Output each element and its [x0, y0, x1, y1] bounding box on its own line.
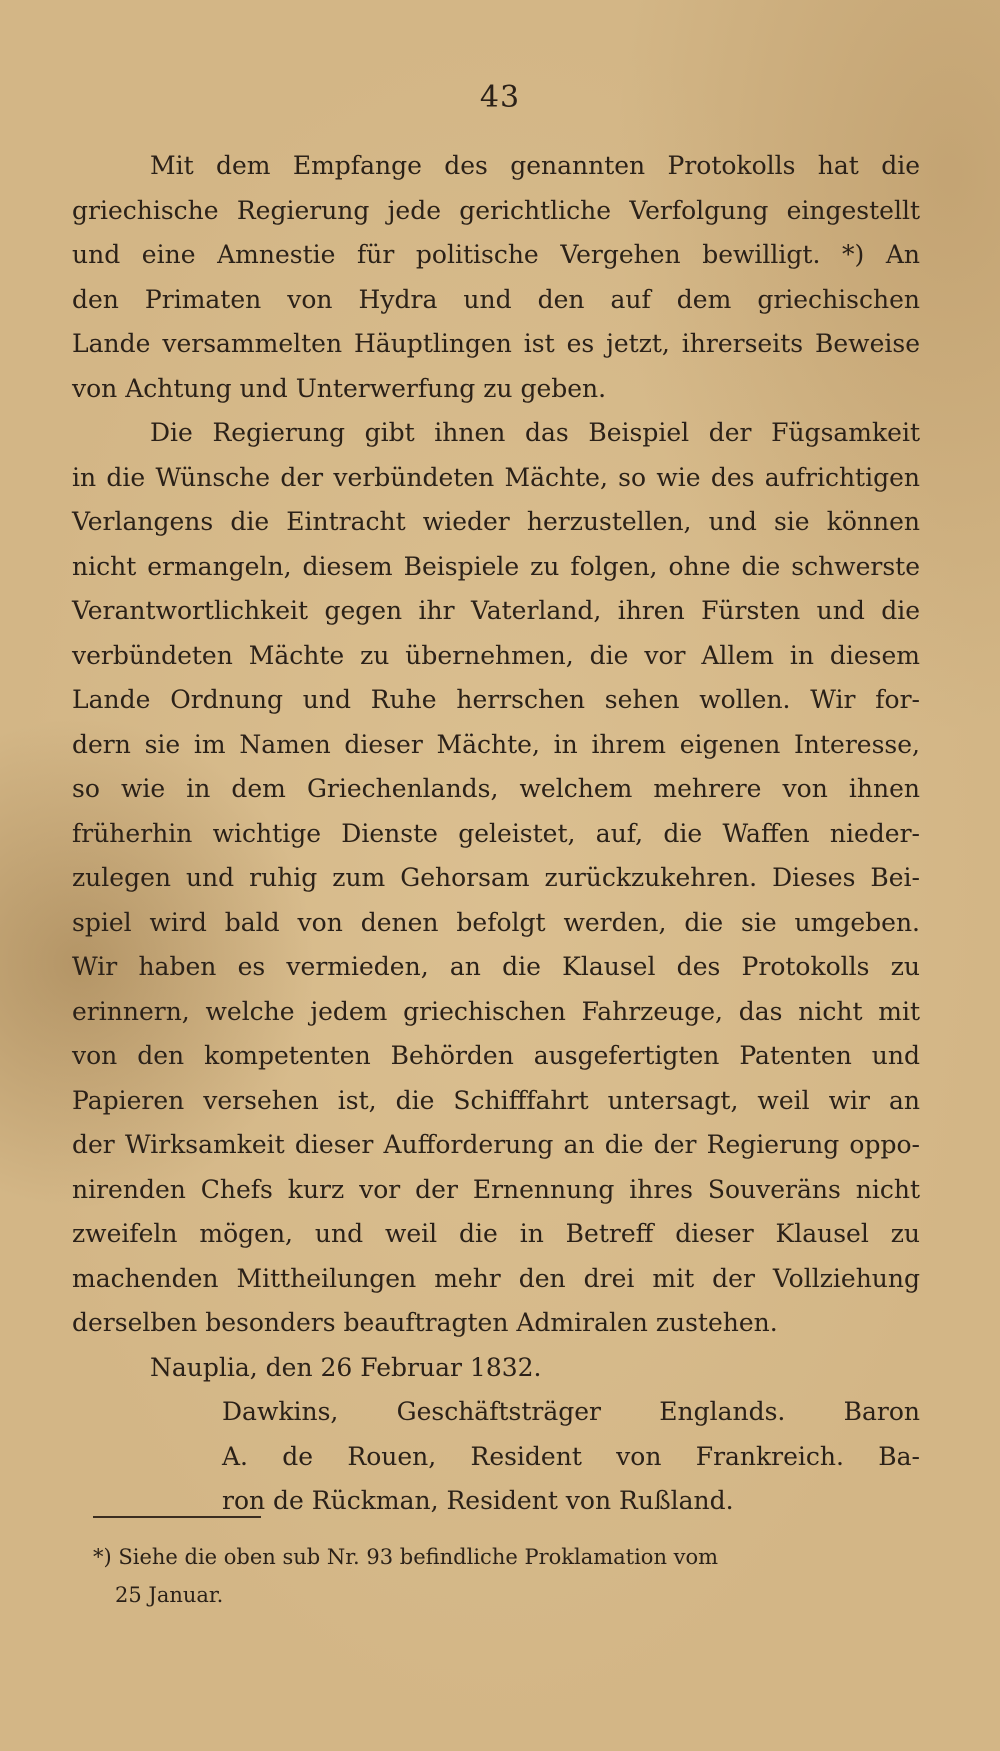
text-line: Die Regierung gibt ihnen das Beispiel der Fügsamkeit [150, 418, 920, 447]
text-line: den Primaten von Hydra und den auf dem griechischen [72, 284, 920, 314]
footnote-line: 25 Januar. [115, 1583, 224, 1607]
body-text [72, 144, 920, 1524]
text-line: von den kompetenten Behörden ausgefertigten Patenten und [72, 1041, 920, 1070]
text-line: Wir haben es vermieden, an die Klausel des Protokolls zu [72, 952, 920, 981]
text-line: erinnern, welche jedem griechischen Fahrzeuge, das nicht mit [72, 996, 920, 1026]
text-line: von Achtung und Unterwerfung zu geben. [72, 373, 607, 403]
footnote-line: *) Siehe die oben sub Nr. 93 befindliche Proklamation vom [93, 1545, 719, 1569]
text-line: früherhin wichtige Dienste geleistet, auf, die Waffen nieder- [72, 818, 920, 848]
text-line: zulegen und ruhig zum Gehorsam zurückzukehren. Dieses Bei- [72, 863, 920, 892]
text-line: Verantwortlichkeit gegen ihr Vaterland, ihren Fürsten und die [72, 596, 920, 625]
text-line: zweifeln mögen, und weil die in Betreff dieser Klausel zu [72, 1219, 920, 1248]
text-line: verbündeten Mächte zu übernehmen, die vor Allem in diesem [72, 640, 920, 670]
signature-block [72, 1390, 920, 1524]
footnote [93, 1538, 883, 1614]
dateline: Nauplia, den 26 Februar 1832. [150, 1352, 542, 1382]
text-line: Lande versammelten Häuptlingen ist es jetzt, ihrerseits Beweise [72, 329, 920, 358]
text-line: machenden Mittheilungen mehr den drei mit der Vollziehung [72, 1263, 920, 1293]
text-line: nirenden Chefs kurz vor der Ernennung ihres Souveräns nicht [72, 1174, 920, 1204]
text-line: Mit dem Empfange des genannten Protokolls hat die [150, 151, 920, 180]
text-line: Papieren versehen ist, die Schifffahrt untersagt, weil wir an [72, 1085, 920, 1115]
signature-line: A. de Rouen, Resident von Frankreich. Ba- [222, 1441, 920, 1471]
text-line: derselben besonders beauftragten Admiralen zustehen. [72, 1308, 778, 1337]
text-line: Verlangens die Eintracht wieder herzustellen, und sie können [72, 507, 920, 536]
paragraph-1 [72, 144, 920, 411]
text-line: nicht ermangeln, diesem Beispiele zu folgen, ohne die schwerste [72, 551, 920, 581]
text-line: so wie in dem Griechenlands, welchem mehrere von ihnen [72, 774, 920, 803]
paragraph-2 [72, 411, 920, 1346]
page-number: 43 [479, 80, 521, 115]
text-line: spiel wird bald von denen befolgt werden, die sie umgeben. [72, 907, 920, 937]
footnote-divider [93, 1516, 261, 1518]
signature-line: Dawkins, Geschäftsträger Englands. Baron [222, 1397, 920, 1426]
signature-line: ron de Rückman, Resident von Rußland. [222, 1486, 734, 1515]
text-line: dern sie im Namen dieser Mächte, in ihrem eigenen Interesse, [72, 729, 920, 759]
text-line: und eine Amnestie für politische Vergehen bewilligt. *) An [72, 240, 920, 269]
text-line: in die Wünsche der verbündeten Mächte, so wie des aufrichtigen [72, 462, 920, 492]
text-line: der Wirksamkeit dieser Aufforderung an die der Regierung oppo- [72, 1130, 920, 1159]
text-line: Lande Ordnung und Ruhe herrschen sehen wollen. Wir for- [72, 685, 920, 714]
text-line: griechische Regierung jede gerichtliche Verfolgung eingestellt [72, 195, 920, 225]
